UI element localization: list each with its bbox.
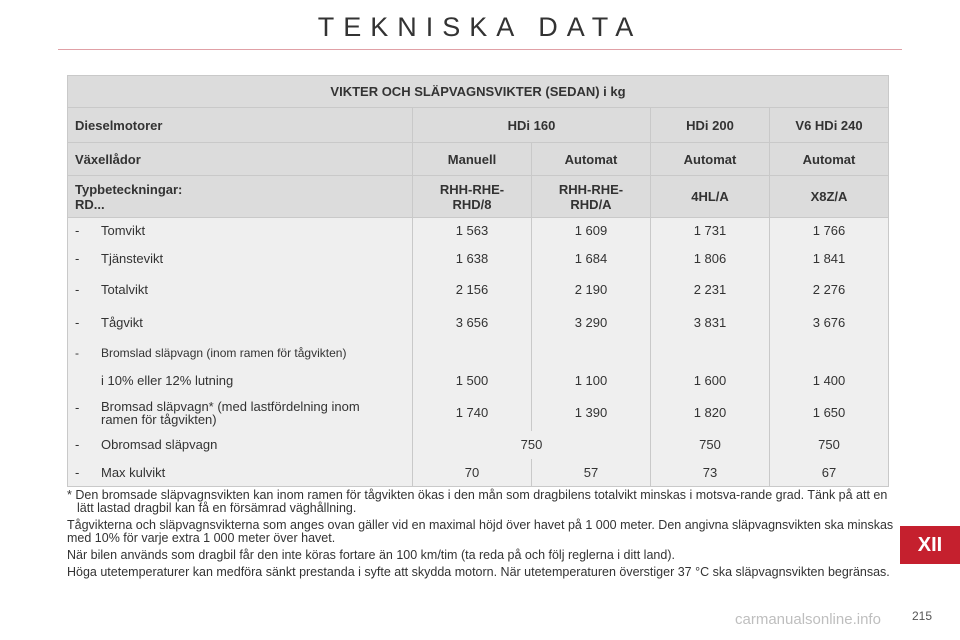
table-cell: 1 609	[532, 218, 651, 244]
table-cell: 1 731	[651, 218, 770, 244]
table-row	[68, 459, 889, 487]
row-label: - Bromslad släpvagn (inom ramen för tågvikten)	[68, 339, 413, 367]
table-cell: 1 500	[413, 367, 532, 395]
table-cell: 750	[413, 431, 651, 459]
row-label: - Totalvikt	[68, 273, 413, 306]
table-cell: 2 231	[651, 273, 770, 306]
table-row	[68, 244, 889, 273]
row-label: i 10% eller 12% lutning	[68, 367, 413, 395]
table-cell: 1 100	[532, 367, 651, 395]
table-row	[68, 339, 889, 367]
type-header: RHH-RHE-RHD/8	[413, 176, 532, 218]
row-label: - Tjänstevikt	[68, 244, 413, 273]
gearbox-header: Manuell	[413, 143, 532, 176]
table-cell: 1 563	[413, 218, 532, 244]
note-altitude: Tågvikterna och släpvagnsvikterna som anges ovan gäller vid en maximal höjd över havet på 1 000 meter. Den angivna släpvagnsvikten ska minskas med 10% för varje extra 1 000 meter över havet.	[67, 518, 894, 545]
row-label: - Obromsad släpvagn	[68, 431, 413, 459]
table-cell: 1 820	[651, 395, 770, 431]
table-row	[68, 367, 889, 395]
table-cell: 2 156	[413, 273, 532, 306]
page-title: TEKNISKA DATA	[317, 12, 643, 42]
table-cell: 1 650	[770, 395, 889, 431]
type-label-line: RD...	[75, 196, 105, 212]
table-cell: 57	[532, 459, 651, 487]
type-label-line: Typbeteckningar:	[75, 181, 183, 197]
table-cell: 3 831	[651, 306, 770, 339]
table-cell: 73	[651, 459, 770, 487]
table-cell: 67	[770, 459, 889, 487]
table-cell: 1 400	[770, 367, 889, 395]
gearbox-header: Automat	[651, 143, 770, 176]
engine-header: HDi 200	[651, 108, 770, 143]
footnote: * Den bromsade släpvagnsvikten kan inom ramen för tågvikten ökas i den mån som dragbilens totalvikt minskas i motsva-rande grad. Tänk på att en lätt lastad dragbil kan få en försämrad väghållning.	[67, 488, 888, 515]
gearbox-header: Automat	[532, 143, 651, 176]
table-cell: 70	[413, 459, 532, 487]
note-temperature: Höga utetemperaturer kan medföra sänkt prestanda i syfte att skydda motorn. När utetemperaturen överstiger 37 °C ska släpvagnsvikten begränsas.	[67, 565, 890, 579]
table-cell	[651, 339, 770, 367]
note-speed: När bilen används som dragbil får den inte köras fortare än 100 km/tim (ta reda på och följ reglerna i ditt land).	[67, 548, 675, 562]
table-cell: 1 841	[770, 244, 889, 273]
row-label: - Tomvikt	[68, 218, 413, 244]
weights-table	[67, 75, 889, 487]
table-cell: 750	[770, 431, 889, 459]
table-cell: 1 806	[651, 244, 770, 273]
notes	[67, 489, 897, 583]
type-header: X8Z/A	[770, 176, 889, 218]
table-cell: 3 656	[413, 306, 532, 339]
gearbox-header: Automat	[770, 143, 889, 176]
row-label: - Bromsad släpvagn* (med lastfördelning inom ramen för tågvikten)	[68, 395, 413, 431]
chapter-tab: XII	[900, 526, 960, 564]
table-cell	[413, 339, 532, 367]
table-row	[68, 395, 889, 431]
type-header: 4HL/A	[651, 176, 770, 218]
type-header: RHH-RHE-RHD/A	[532, 176, 651, 218]
table-cell	[532, 339, 651, 367]
table-row	[68, 306, 889, 339]
table-cell: 1 390	[532, 395, 651, 431]
row-label: - Tågvikt	[68, 306, 413, 339]
engine-header: V6 HDi 240	[770, 108, 889, 143]
engines-label: Dieselmotorer	[68, 108, 413, 143]
table-cell: 3 676	[770, 306, 889, 339]
table-cell: 750	[651, 431, 770, 459]
type-label	[68, 176, 413, 218]
table-row	[68, 431, 889, 459]
table-cell: 1 766	[770, 218, 889, 244]
table-cell: 1 600	[651, 367, 770, 395]
table-cell: 1 684	[532, 244, 651, 273]
table-cell: 1 740	[413, 395, 532, 431]
gearbox-label: Växellådor	[68, 143, 413, 176]
title-divider	[58, 49, 902, 50]
page-number: 215	[912, 609, 933, 623]
row-label: - Max kulvikt	[68, 459, 413, 487]
table-cell: 2 276	[770, 273, 889, 306]
engine-header: HDi 160	[413, 108, 651, 143]
table-row	[68, 273, 889, 306]
table-cell: 1 638	[413, 244, 532, 273]
table-cell: 2 190	[532, 273, 651, 306]
table-row	[68, 218, 889, 244]
table-caption: VIKTER OCH SLÄPVAGNSVIKTER (SEDAN) i kg	[68, 76, 889, 108]
table-cell	[770, 339, 889, 367]
table-cell: 3 290	[532, 306, 651, 339]
watermark: carmanualsonline.info	[735, 611, 881, 628]
